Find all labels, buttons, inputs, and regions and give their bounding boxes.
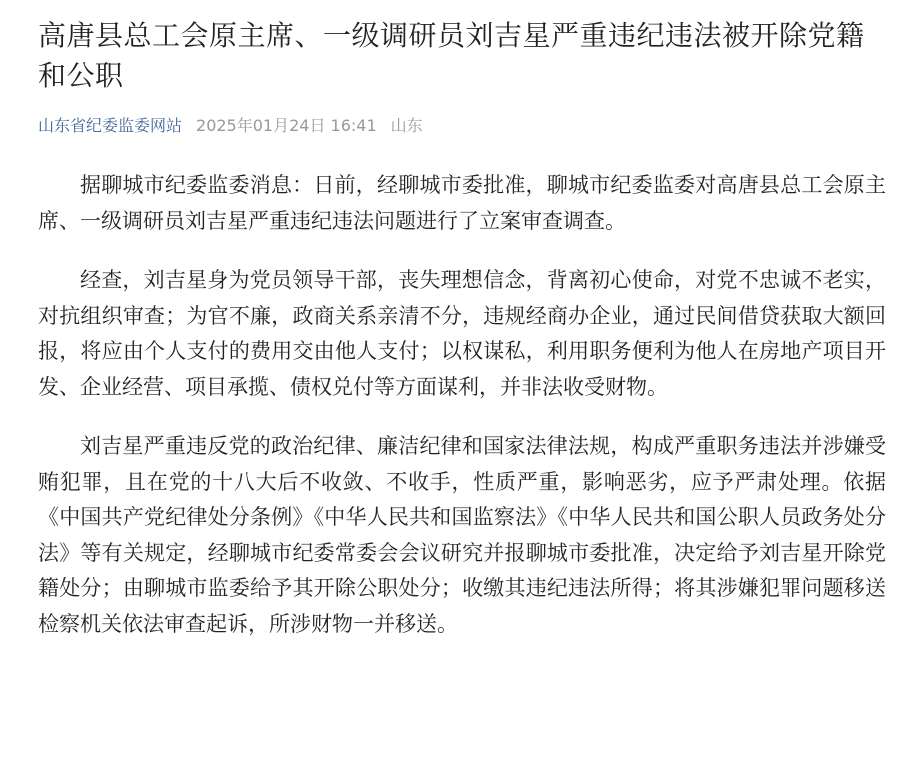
article-paragraph: 刘吉星严重违反党的政治纪律、廉洁纪律和国家法律法规，构成严重职务违法并涉嫌受贿犯罪，且在党的十八大后不收敛、不收手，性质严重，影响恶劣，应予严肃处理。依据《中国共产党纪律处分条例》《中华人民共和国监察法》《中华人民共和国公职人员政务处分法》等有关规定，经聊城市纪委常委会会议研究并报聊城市委批准，决定给予刘吉星开除党籍处分；由聊城市监委给予其开除公职处分；收缴其违纪违法所得；将其涉嫌犯罪问题移送检察机关依法审查起诉，所涉财物一并移送。 — [38, 434, 886, 636]
article-title: 高唐县总工会原主席、一级调研员刘吉星严重违纪违法被开除党籍和公职 — [38, 19, 865, 92]
article-publish-time: 2025年01月24日 16:41 — [196, 116, 377, 135]
article-body — [38, 168, 886, 642]
article-paragraph: 据聊城市纪委监委消息：日前，经聊城市委批准，聊城市纪委监委对高唐县总工会原主席、一级调研员刘吉星严重违纪违法问题进行了立案审查调查。 — [38, 173, 886, 233]
article-location: 山东 — [390, 116, 423, 135]
article-meta — [38, 114, 886, 138]
article-paragraph: 经查，刘吉星身为党员领导干部，丧失理想信念，背离初心使命，对党不忠诚不老实，对抗组织审查；为官不廉，政商关系亲清不分，违规经商办企业，通过民间借贷获取大额回报，将应由个人支付的费用交由他人支付；以权谋私，利用职务便利为他人在房地产项目开发、企业经营、项目承揽、债权兑付等方面谋利，并非法收受财物。 — [38, 268, 886, 399]
article-source-link[interactable]: 山东省纪委监委网站 — [38, 116, 183, 135]
